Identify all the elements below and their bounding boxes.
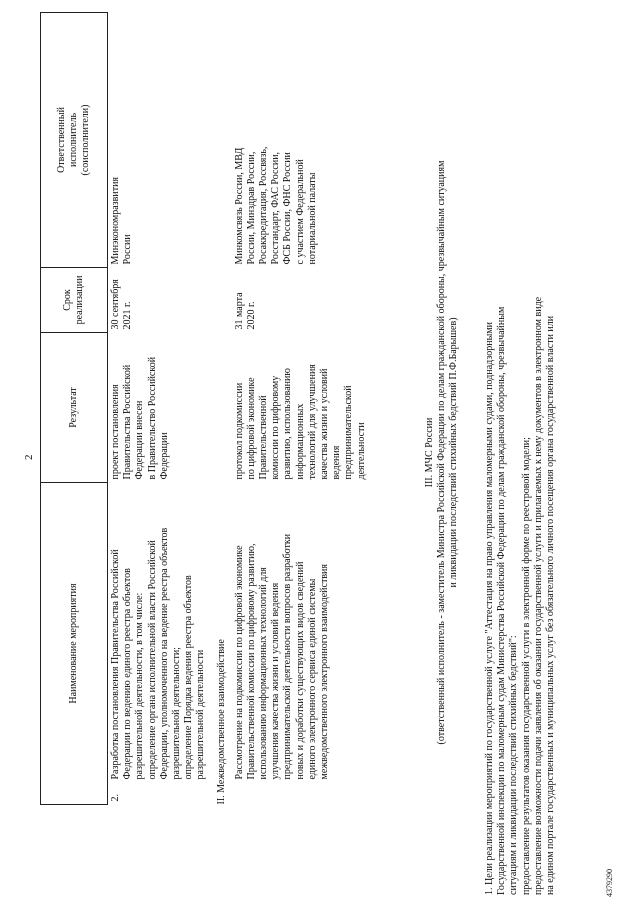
row-name: Разработка постановления Правительства Российской Федерации по ведению единого реестра объектов разрешительной деятельности, в том числе: определение органа исполнительной власти Российской Федерации, уполномоченного на ведение реестра объектов разрешительной деятельности; определение Порядка ведения реестра объектов разрешительной деятельности (110, 527, 207, 780)
row-name: Рассмотрение на подкомиссии по цифровой экономике Правительственной комиссии по цифровому развитию, использованию информационных технологий для улучшения качества жизни и условий ведения предпринимательской деятельности вопросов разработки новых и доработки существующих видов сведений единого электронного сервиса единой системы межведомственного электронного взаимодействия (233, 533, 330, 780)
row-deadline: 30 сентября 2021 г. (110, 279, 134, 330)
goals-line: ситуациям и ликвидации последствий стихийных бедствий": (508, 635, 520, 895)
goals-line: предоставление результатов оказания государственной услуги в электронной форме по реестровой модели; (520, 437, 532, 895)
goals-line: Государственной инспекции по маломерным судам Министерства Российской Федерации по делам гражданской обороны, чрезвычайным (496, 306, 508, 895)
row-deadline: 31 марта 2020 г. (233, 292, 257, 330)
measures-table (40, 12, 370, 805)
header-responsible: Ответственный исполнитель (соисполнители) (41, 12, 108, 267)
header-result: Результат (41, 332, 108, 482)
table-header-row (41, 12, 108, 804)
section-heading-row (210, 12, 232, 804)
table-row (232, 12, 370, 804)
goals-line: предоставление возможности подачи заявления об оказании государственной услуги и прилагаемых к нему документов в электронном виде (532, 296, 544, 895)
header-name: Наименование мероприятия (41, 482, 108, 804)
row-number: 2. (110, 794, 121, 802)
table-row (108, 12, 210, 804)
header-deadline: Срок реализации (41, 267, 108, 332)
section-2-title: II. Межведомственное взаимодействие (215, 639, 227, 805)
row-responsible: Минкомсвязь России, МВД России, Минздрав России, Росаккредитация, Россвязь, Росстандарт, ФАС России, ФСБ России, ФНС России с участием Федеральной нотариальной палаты (233, 146, 318, 265)
goals-line: на едином портале государственных и муниципальных услуг без обязательного личного посещения органа государственной власти или (544, 315, 556, 895)
row-responsible: Минэкономразвития России (110, 176, 134, 265)
row-number-empty (232, 783, 370, 805)
section-3-title: III. МЧС России (424, 417, 435, 488)
goals-line: 1. Цели реализации мероприятий по государственной услуге "Аттестация на право управления маломерными судами, поднадзорными (484, 321, 495, 895)
document-code: 4379290 (605, 869, 614, 897)
goals-text (484, 10, 557, 895)
section-3-subtitle-1: (ответственный исполнитель - заместитель Министра Российской Федерации по делам гражданской обороны, чрезвычайным ситуациям (436, 160, 448, 745)
section-3-subtitle-2: и ликвидации последствий стихийных бедствий П.Ф.Барышев) (448, 317, 460, 588)
row-result: протокол подкомиссии по цифровой экономике Правительственной комиссии по цифровому развитию, использованию информационных технологий для улучшения качества жизни и условий ведения предпринимательской деятельности (233, 364, 367, 480)
section-3-heading (424, 10, 461, 895)
page-number: 2 (23, 454, 35, 460)
row-result: проект постановления Правительства Российской Федерации внесен в Правительство Российской Федерации (110, 356, 170, 480)
